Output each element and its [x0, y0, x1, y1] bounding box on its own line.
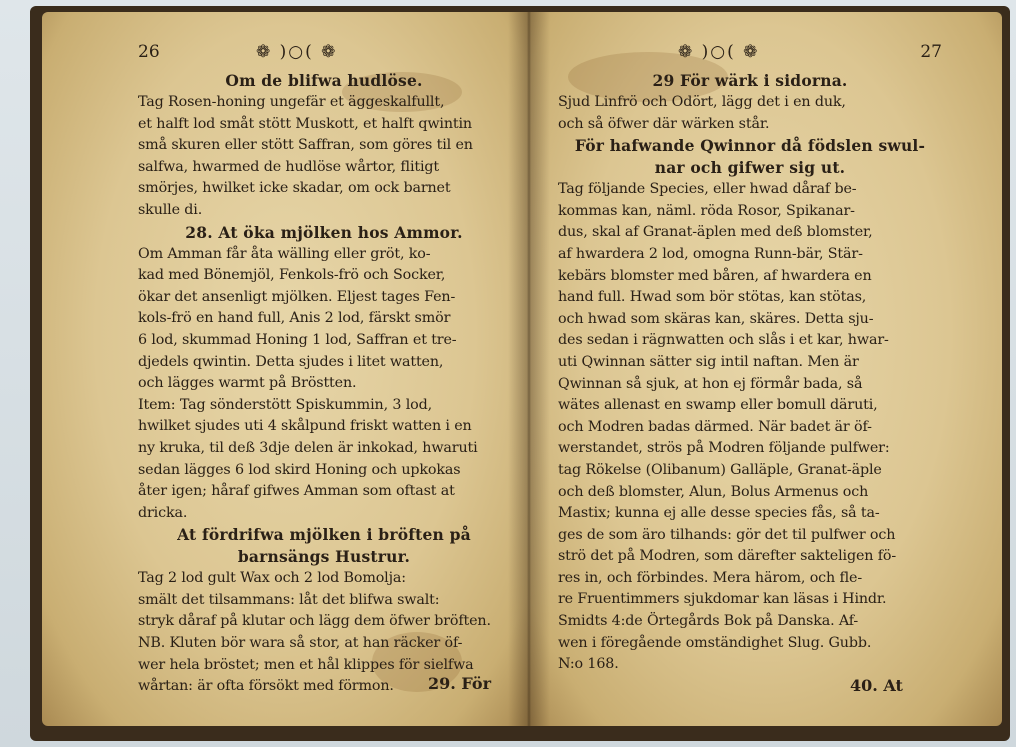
text-line: wer hela bröstet; men et hål klippes för sielfwa [138, 656, 474, 673]
text-line: ges de som äro tilhands: gör det til pulfwer och [558, 526, 896, 543]
section-heading: Om de blifwa hudlöse. [225, 71, 423, 90]
text-line: Tag 2 lod gult Wax och 2 lod Bomolja: [138, 570, 406, 587]
text-line: dricka. [138, 504, 188, 521]
text-line: wårtan: är ofta försökt med förmon. [138, 678, 394, 695]
right-text-block [558, 40, 942, 676]
text-line: djedels qwintin. Detta sjudes i litet watten, [138, 353, 444, 370]
text-line: och så öfwer där wärken står. [558, 115, 770, 132]
section-heading: 29 För wärk i sidorna. [652, 71, 848, 90]
text-line: N:o 168. [558, 656, 619, 673]
catchword-left: 29. För [428, 674, 491, 693]
left-running-head [138, 40, 510, 70]
text-line: Tag följande Species, eller hwad dåraf be- [558, 181, 857, 198]
section-heading: 28. At öka mjölken hos Ammor. [185, 222, 463, 242]
text-line: och deß blomster, Alun, Bolus Armenus och [558, 483, 869, 500]
section-heading: barnsängs Hustrur. [237, 547, 411, 567]
text-line: smörjes, hwilket icke skadar, om ock barnet [138, 180, 451, 197]
text-line: kebärs blomster med båren, af hwardera en [558, 267, 872, 284]
text-line: och lägges warmt på Bröstten. [138, 375, 357, 392]
text-line: tag Rökelse (Olibanum) Galläple, Granat-äple [558, 461, 882, 478]
text-line: smält det tilsammans: låt det blifwa swalt: [138, 591, 440, 608]
text-line: res in, och förbindes. Mera härom, och fle- [558, 569, 863, 586]
text-line: dus, skal af Granat-äplen med deß blomster, [558, 224, 873, 241]
text-line: ny kruka, til deß 3dje delen är inkokad, hwaruti [138, 439, 478, 456]
text-line: stryk dåraf på klutar och lägg dem öfwer bröften. [138, 613, 491, 630]
text-line: åter igen; håraf gifwes Amman som oftast at [138, 483, 455, 500]
text-line: kols-frö en hand full, Anis 2 lod, färskt smör [138, 310, 451, 327]
text-line: werstandet, strös på Modren följande pulfwer: [558, 440, 890, 457]
text-line: Tag Rosen-honing ungefär et äggeskalfullt, [138, 94, 445, 110]
text-line: Om Amman får åta wälling eller gröt, ko- [138, 245, 431, 262]
text-line: wen i föregående omständighet Slug. Gubb. [558, 634, 872, 651]
text-line: NB. Kluten bör wara så stor, at han räcker öf- [138, 635, 463, 652]
text-line: och Modren badas därmed. När badet är öf- [558, 418, 872, 435]
text-line: Item: Tag sönderstött Spiskummin, 3 lod, [138, 396, 432, 413]
text-line: re Fruentimmers sjukdomar kan läsas i Hindr. [558, 591, 887, 608]
text-line: små skuren eller stött Saffran, som göres til en [138, 137, 473, 154]
text-line: ökar det ansenligt mjölken. Eljest tages Fen- [138, 288, 456, 305]
left-text-block [138, 40, 510, 698]
text-line: Smidts 4:de Örtegårds Bok på Danska. Af- [558, 613, 859, 630]
page-number-left: 26 [138, 42, 160, 62]
text-line: sedan lägges 6 lod skird Honing och upkokas [138, 461, 461, 478]
text-line: Sjud Linfrö och Odört, lägg det i en duk, [558, 94, 846, 110]
text-line: Mastix; kunna ej alle desse species fås, så ta- [558, 505, 880, 522]
section-heading: nar och gifwer sig ut. [654, 158, 846, 178]
left-page [42, 12, 528, 726]
text-line: kommas kan, näml. röda Rosor, Spikanar- [558, 202, 855, 219]
text-line: 6 lod, skummad Honing 1 lod, Saffran et tre- [138, 331, 457, 348]
text-line: af hwardera 2 lod, omogna Runn-bär, Stär- [558, 245, 863, 262]
text-line: wätes allenast en swamp eller bomull däruti, [558, 397, 878, 414]
ornament-right: ❁ )○( ❁ [678, 42, 760, 62]
section-heading: At fördrifwa mjölken i bröften på [177, 525, 471, 545]
text-line: des sedan i rägnwatten och slås i et kar, hwar- [558, 332, 889, 349]
text-line: skulle di. [138, 201, 203, 218]
text-line: strö det på Modren, som därefter sakteligen fö- [558, 548, 896, 565]
text-line: hwilket sjudes uti 4 skålpund friskt watten i en [138, 418, 472, 435]
page-number-right: 27 [920, 42, 942, 62]
text-line: Qwinnan så sjuk, at hon ej förmår bada, så [558, 375, 863, 392]
right-page [528, 12, 1002, 726]
text-line: et halft lod småt stött Muskott, et halft qwintin [138, 115, 472, 132]
text-line: salfwa, hwarmed de hudlöse wårtor, flitigt [138, 158, 439, 175]
text-line: hand full. Hwad som bör stötas, kan stötas, [558, 289, 867, 306]
right-running-head [558, 40, 942, 70]
catchword-right: 40. At [850, 676, 903, 695]
ornament-left: ❁ )○( ❁ [256, 42, 338, 62]
text-line: kad med Bönemjöl, Fenkols-frö och Socker, [138, 267, 446, 284]
text-line: uti Qwinnan sätter sig intil naftan. Men är [558, 353, 859, 370]
text-line: och hwad som skäras kan, skäres. Detta sju- [558, 310, 874, 327]
section-heading: För hafwande Qwinnor då födslen swul- [574, 136, 926, 156]
